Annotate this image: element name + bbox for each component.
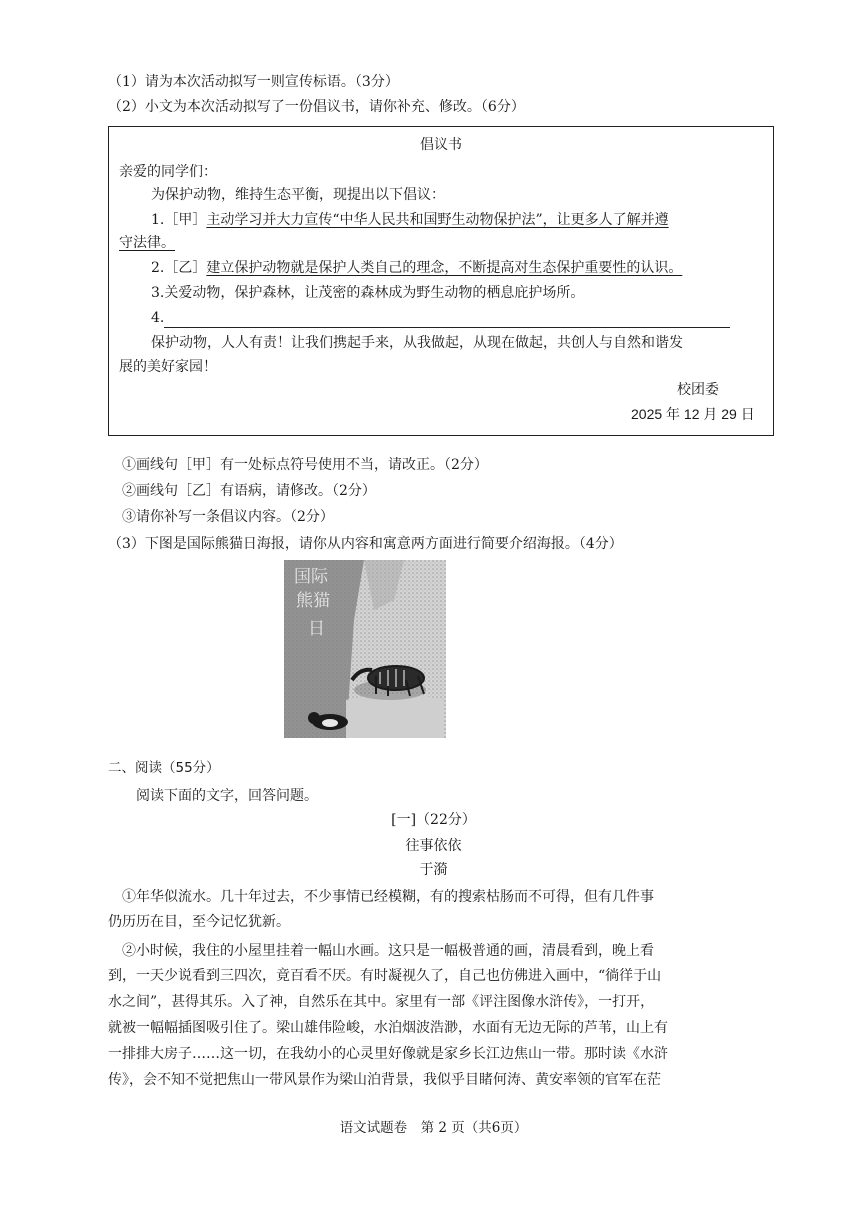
paragraph-2-line-3: 水之间”，甚得其乐。入了神，自然乐在其中。家里有一部《评注图像水浒传》，一打开， (108, 994, 655, 1010)
proposal-intro: 为保护动物，维持生态平衡，现提出以下倡议： (151, 187, 445, 203)
paragraph-2-line-5: 一排排大房子……这一切，在我幼小的心灵里好像就是家乡长江边焦山一带。那时读《水浒 (108, 1046, 668, 1062)
underlined-sentence-jia: 主动学习并大力宣传“中华人民共和国野生动物保护法”，让更多人了解并遵 (206, 212, 669, 228)
item-2-prefix: 2.［乙］ (151, 260, 207, 276)
item-4-prefix: 4. (151, 310, 165, 326)
poster-title-line2: 熊猫 (296, 591, 330, 611)
paragraph-1-line-2: 仍历历在目，至今记忆犹新。 (108, 914, 290, 930)
reading-instruction: 阅读下面的文字，回答问题。 (136, 788, 318, 804)
sub-question-2: ②画线句［乙］有语病，请修改。（2分） (122, 483, 376, 499)
proposal-item-1-cont (119, 233, 175, 253)
article-title: 往事依依 (405, 838, 462, 854)
item-1-prefix: 1.［甲］ (151, 212, 207, 228)
panda-day-poster (284, 560, 446, 738)
article-author: 于漪 (419, 862, 448, 878)
proposal-box (108, 126, 774, 436)
answer-blank[interactable] (164, 313, 730, 328)
underlined-sentence-yi: 建立保护动物就是保护人类自己的理念，不断提高对生态保护重要性的认识。 (206, 260, 683, 276)
proposal-item-4 (151, 308, 730, 328)
proposal-greeting: 亲爱的同学们： (119, 164, 217, 180)
poster-title-line1: 国际 (294, 567, 328, 587)
proposal-closing-1: 保护动物，人人有责！让我们携起手来，从我做起，从现在做起，共创人与自然和谐发 (151, 335, 683, 351)
paragraph-2-line-6: 传》，会不知不觉把焦山一带风景作为梁山泊背景，我似乎目睹何涛、黄安率领的官军在茫 (108, 1072, 661, 1088)
page-footer: 语文试题卷 第 2 页（共6页） (339, 1120, 528, 1136)
proposal-closing-2: 展的美好家园！ (119, 359, 217, 375)
proposal-item-3: 3.关爱动物，保护森林，让茂密的森林成为野生动物的栖息庇护场所。 (151, 285, 585, 301)
paragraph-2-line-4: 就被一幅幅插图吸引住了。梁山雄伟险峻，水泊烟波浩渺，水面有无边无际的芦苇，山上有 (108, 1020, 668, 1036)
sub-question-1: ①画线句［甲］有一处标点符号使用不当，请改正。（2分） (122, 457, 488, 473)
paragraph-2-line-1: ②小时候，我住的小屋里挂着一幅山水画。这只是一幅极普通的画，清晨看到，晚上看 (122, 943, 654, 959)
reading-section-title: 二、阅读（55分） (108, 760, 220, 776)
proposal-signer: 校团委 (677, 382, 719, 398)
proposal-item-2 (151, 258, 682, 278)
question-2: （2）小文为本次活动拟写了一份倡议书，请你补充、修改。（6分） (108, 99, 525, 115)
proposal-title: 倡议书 (420, 137, 462, 153)
proposal-item-1 (151, 210, 669, 230)
sub-question-3: ③请你补写一条倡议内容。（2分） (122, 509, 334, 525)
reading-part-label: [一]（22分） (391, 812, 476, 828)
poster-title-line3: 日 (308, 619, 325, 639)
question-3: （3）下图是国际熊猫日海报，请你从内容和寓意两方面进行简要介绍海报。（4分） (108, 536, 623, 552)
underlined-sentence-jia-cont: 守法律。 (119, 235, 175, 251)
paragraph-2-line-2: 到，一天少说看到三四次，竟百看不厌。有时凝视久了，自己也仿佛进入画中，“徜徉于山 (108, 968, 662, 984)
poster-illustration (284, 560, 446, 738)
question-1: （1）请为本次活动拟写一则宣传标语。（3分） (108, 74, 399, 90)
proposal-date: 2025 年 12 月 29 日 (631, 406, 755, 422)
paragraph-1-line-1: ①年华似流水。几十年过去，不少事情已经模糊，有的搜索枯肠而不可得，但有几件事 (122, 889, 654, 905)
